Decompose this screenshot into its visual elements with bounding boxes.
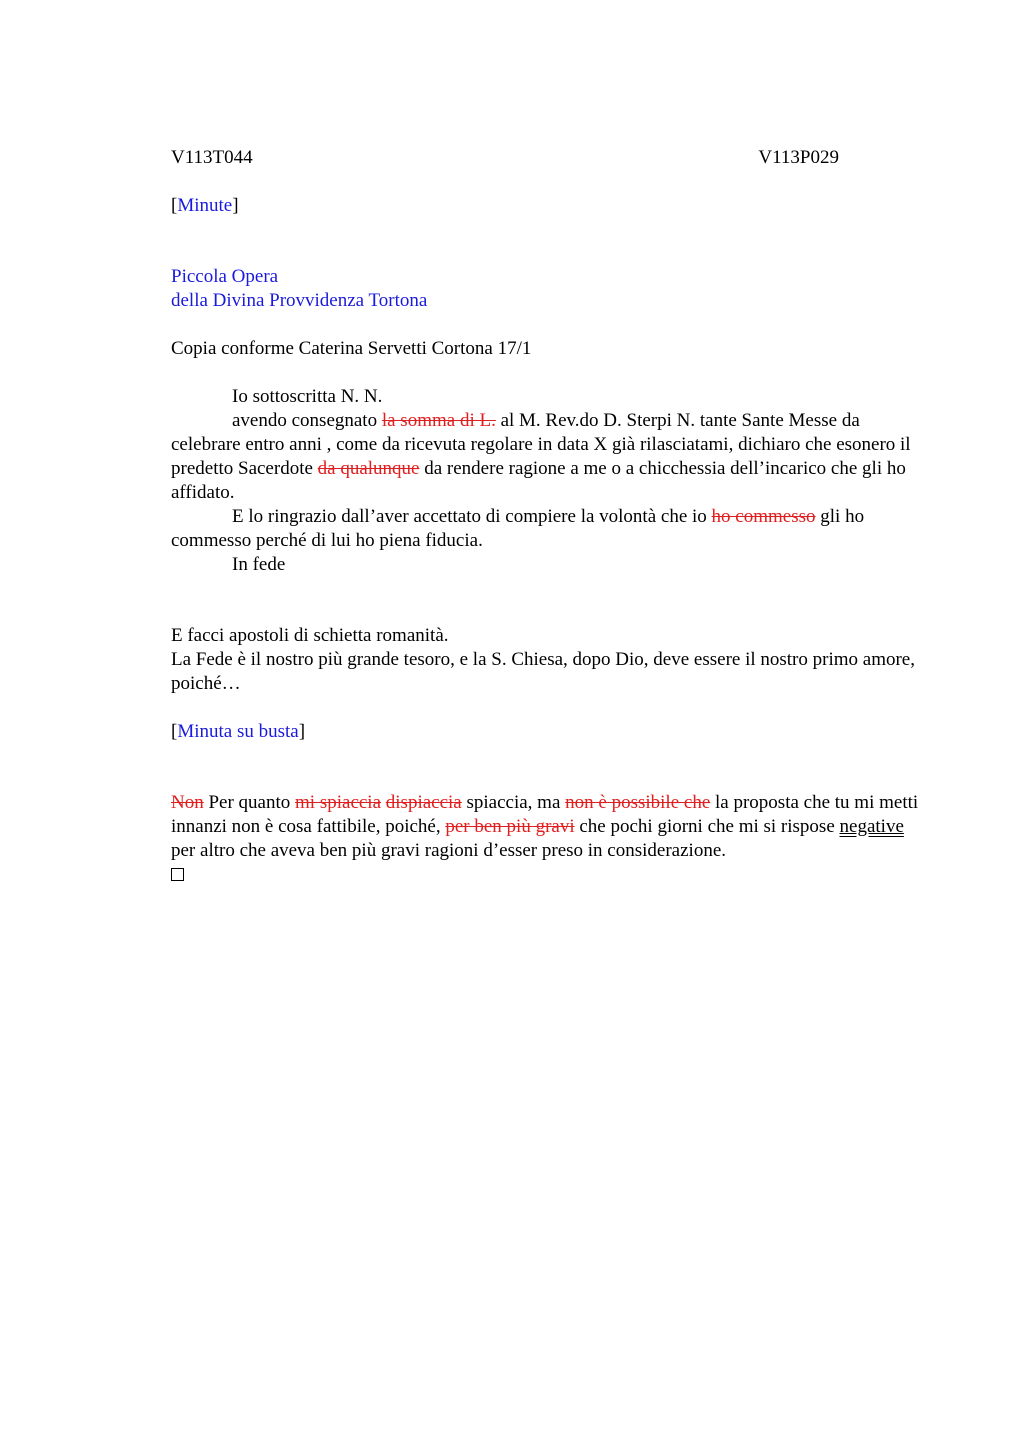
deleted-text: Non (171, 792, 204, 813)
copy-line: Copia conforme Caterina Servetti Cortona 17/1 (171, 338, 532, 359)
note-line-1: E facci apostoli di schietta romanità. (171, 625, 449, 646)
deleted-text: la somma di L. (381, 410, 496, 431)
section-minuta-busta: [Minuta su busta] (171, 721, 306, 742)
org-line-1: Piccola Opera (171, 266, 279, 287)
letter-paragraph-1: avendo consegnato la somma di L. al M. Rev.do D. Sterpi N. tante Sante Messe da celebrare entro anni , come da ricevuta regolare in data X già rilasciatami, dichiaro che esonero il predetto Sacerdote da qualunque da rendere ragione a me o a chicchessia dell’incarico che gli ho affidato. (171, 410, 911, 503)
note-line-2: La Fede è il nostro più grande tesoro, e la S. Chiesa, dopo Dio, deve essere il nostro primo amore, poiché… (171, 649, 915, 694)
section-minute-label: Minute (177, 195, 233, 216)
header-codes (171, 146, 839, 170)
section-minute: [Minute] (171, 195, 239, 216)
document-body (171, 146, 923, 887)
deleted-text: da qualunque (317, 458, 420, 479)
deleted-text: dispiaccia (385, 792, 462, 813)
right-code: V113P029 (758, 147, 839, 168)
square-box-icon (171, 868, 184, 881)
left-code: V113T044 (171, 147, 253, 168)
letter-paragraph-2: E lo ringrazio dall’aver accettato di compiere la volontà che io ho commesso gli ho commesso perché di lui ho piena fiducia. (171, 506, 865, 551)
double-underlined-word: negative (839, 816, 904, 837)
deleted-text: per ben più gravi (445, 816, 575, 837)
draft-paragraph: Non Per quanto mi spiaccia dispiaccia spiaccia, ma non è possibile che la proposta che tu mi metti innanzi non è cosa fattibile, poiché, per ben più gravi che pochi giorni che mi si rispose negative per altro che aveva ben più gravi ragioni d’esser preso in considerazione. (171, 792, 919, 861)
deleted-text: ho commesso (711, 506, 816, 527)
letter-line-1: Io sottoscritta N. N. (232, 386, 383, 407)
deleted-text: non è possibile che (565, 792, 711, 813)
deleted-text: mi spiaccia (295, 792, 382, 813)
section-minuta-busta-label: Minuta su busta (177, 721, 299, 742)
letter-closing: In fede (232, 554, 286, 575)
org-line-2: della Divina Provvidenza Tortona (171, 290, 428, 311)
end-box-line (171, 863, 923, 887)
